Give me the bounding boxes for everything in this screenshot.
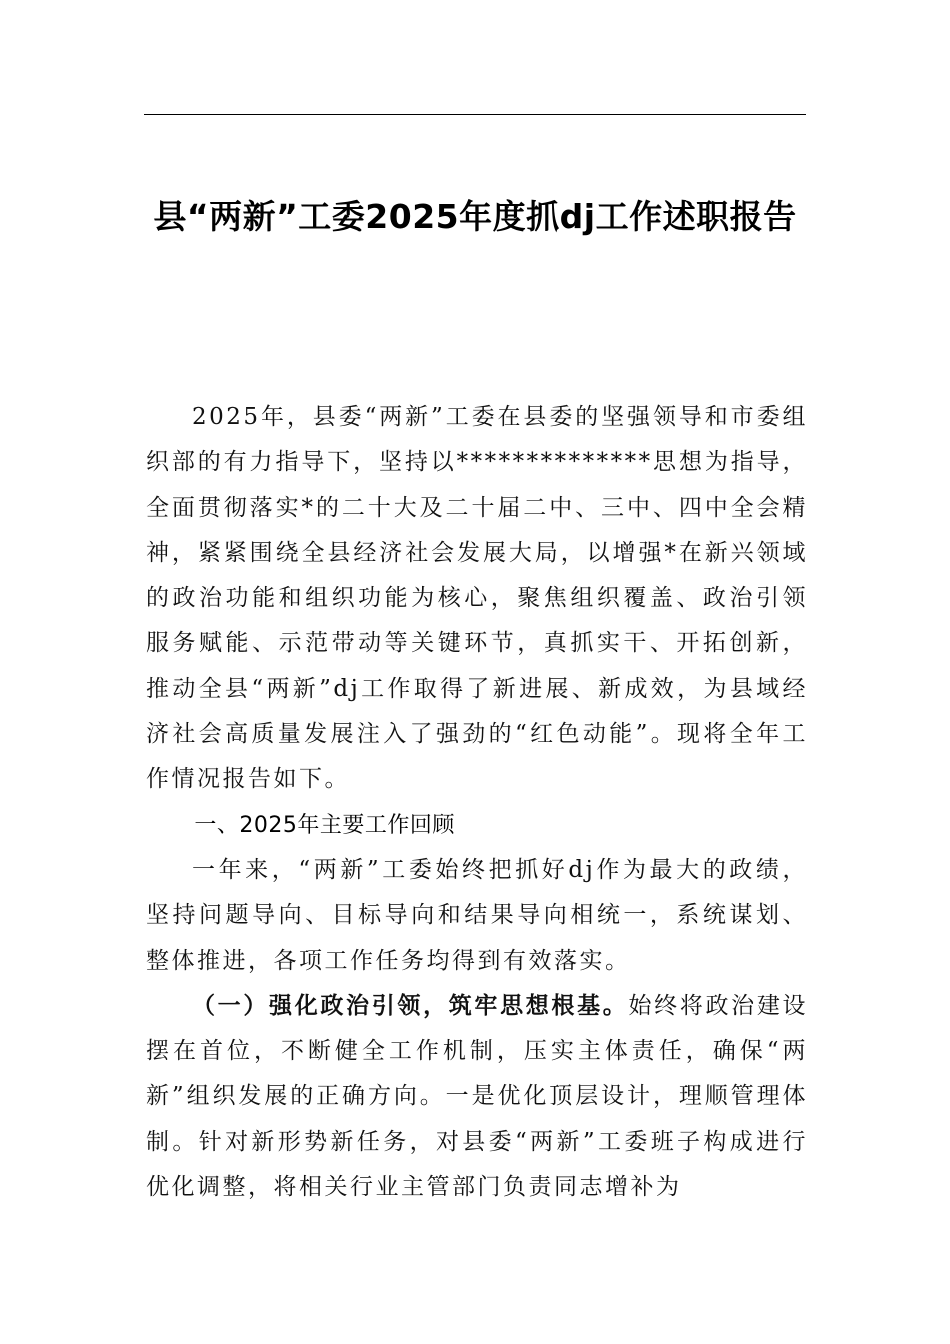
subsection-lead: （一）强化政治引领，筑牢思想根基。: [192, 992, 629, 1019]
document-title: 县“两新”工委2025年度抓dj工作述职报告: [153, 197, 797, 236]
section-heading: 一、2025年主要工作回顾: [194, 812, 455, 838]
section-paragraph: 一年来，“两新”工委始终把抓好dj作为最大的政绩，坚持问题导向、目标导向和结果导向相统一，系统谋划、整体推进，各项工作任务均得到有效落实。: [146, 856, 808, 974]
header-rule: [144, 114, 806, 115]
document-body: [146, 395, 808, 1210]
intro-paragraph: 2025年，县委“两新”工委在县委的坚强领导和市委组织部的有力指导下，坚持以**************思想为指导，全面贯彻落实*的二十大及二十届二中、三中、四中全会精神，紧紧围绕全县经济社会发展大局，以增强*在新兴领域的政治功能和组织功能为核心，聚焦组织覆盖、政治引领服务赋能、示范带动等关键环节，真抓实干、开拓创新，推动全县“两新”dj工作取得了新进展、新成效，为县域经济社会高质量发展注入了强劲的“红色动能”。现将全年工作情况报告如下。: [146, 404, 808, 793]
subsection-paragraph: [146, 984, 808, 1210]
subsection-body: 始终将政治建设摆在首位，不断健全工作机制，压实主体责任，确保“两新”组织发展的正确方向。一是优化顶层设计，理顺管理体制。针对新形势新任务，对县委“两新”工委班子构成进行优化调整，将相关行业主管部门负责同志增补为: [146, 992, 809, 1201]
